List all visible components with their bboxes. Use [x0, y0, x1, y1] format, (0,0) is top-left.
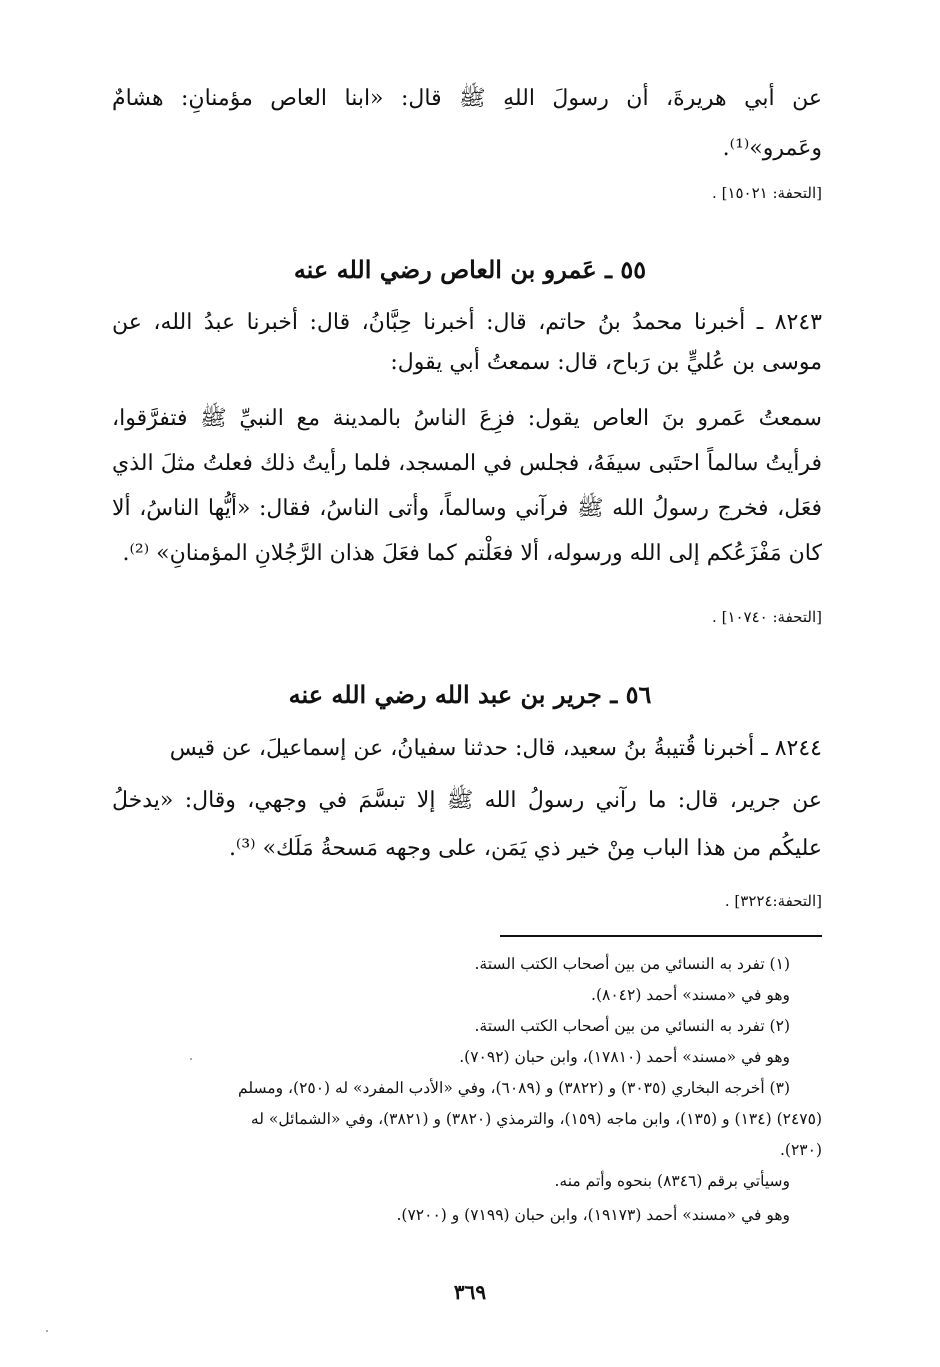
footnote-line: وسيأتي برقم (٨٣٤٦) بنحوه وأتم منه.	[554, 1172, 790, 1190]
footnote-line: (٢٣٠).	[779, 1141, 822, 1159]
scan-speck	[190, 1058, 192, 1060]
text-line: عن أبي هريرةَ، أن رسولَ اللهِ ﷺ قال: «ابنا العاص مؤمنانِ: هشامٌ	[112, 86, 822, 111]
hadith-8244-isnad	[112, 738, 822, 760]
chapter-heading: ٥٥ ـ عَمرو بن العاص رضي الله عنه	[293, 255, 647, 284]
text-line: وعَمرو»⁽¹⁾.	[722, 136, 822, 161]
text-line: ٨٢٤٣ ـ أخبرنا محمدُ بنُ حاتم، قال: أخبرنا حِبَّانُ، قال: أخبرنا عبدُ الله، عن	[112, 310, 822, 335]
tuhfa-reference: [التحفة: ١٠٧٤٠] .	[712, 608, 822, 626]
footnote-line: (١) تفرد به النسائي من بين أصحاب الكتب الستة.	[474, 955, 790, 973]
hadith-8243-isnad	[112, 312, 822, 392]
text-line: فرأيتُ سالماً احتَبى سيفَهُ، فجلس في المسجد، فلما رأيتُ ذلك فعلتُ مثلَ الذي	[112, 451, 822, 476]
footnote-line: (٣) أخرجه البخاري (٣٠٣٥) و (٣٨٢٢) و (٦٠٨٩)، وفي «الأدب المفرد» له (٢٥٠)، ومسلم	[238, 1079, 790, 1097]
scan-speck	[46, 1330, 48, 1332]
text-line: سمعتُ عَمرو بنَ العاص يقول: فزِعَ الناسُ بالمدينة مع النبيِّ ﷺ فتفرَّقوا،	[112, 406, 822, 431]
text-line: عن جرير، قال: ما رآني رسولُ الله ﷺ إلا تبسَّمَ في وجهي، وقال: «يدخلُ	[112, 788, 822, 813]
page-number: ٣٦٩	[453, 1280, 487, 1304]
tuhfa-reference: [التحفة:٣٢٢٤] .	[724, 892, 822, 910]
hadith-8243-matn	[112, 408, 822, 588]
text-line: فعَل، فخرج رسولُ الله ﷺ فرآني وسالماً، وأتى الناسُ، فقال: «أيُّها الناسُ، ألا	[112, 496, 822, 521]
text-line: ٨٢٤٤ ـ أخبرنا قُتيبةُ بنُ سعيد، قال: حدثنا سفيانُ، عن إسماعيلَ، عن قيس	[169, 736, 822, 761]
text-line: عليكُم من هذا الباب مِنْ خير ذي يَمَن، على وجهه مَسحةُ مَلَك» ⁽³⁾.	[228, 836, 822, 861]
tuhfa-reference: [التحفة: ١٥٠٢١] .	[712, 184, 822, 202]
hadith-8244-matn	[112, 790, 822, 878]
chapter-heading: ٥٦ ـ جرير بن عبد الله رضي الله عنه	[288, 680, 652, 709]
footnote-line: وهو في «مسند» أحمد (١٧٨١٠)، وابن حبان (٧٠٩٢).	[459, 1048, 790, 1066]
text-line: موسى بن عُليٍّ بن رَباح، قال: سمعتُ أبي يقول:	[390, 350, 822, 375]
hadith-continuation	[112, 88, 822, 160]
footnote-separator	[500, 935, 822, 937]
footnote-line: (٢٤٧٥) (١٣٤) و (١٣٥)، وابن ماجه (١٥٩)، والترمذي (٣٨٢٠) و (٣٨٢١)، وفي «الشمائل» له	[250, 1110, 822, 1128]
footnote-line: (٢) تفرد به النسائي من بين أصحاب الكتب الستة.	[474, 1017, 790, 1035]
footnote-line: وهو في «مسند» أحمد (٨٠٤٢).	[591, 986, 790, 1004]
text-line: كان مَفْزَعُكم إلى الله ورسوله، ألا فعَلْتم كما فعَلَ هذان الرَّجُلانِ المؤمنانِ» ⁽²⁾.	[122, 541, 822, 566]
footnote-line: وهو في «مسند» أحمد (١٩١٧٣)، وابن حبان (٧١٩٩) و (٧٢٠٠).	[396, 1206, 790, 1224]
